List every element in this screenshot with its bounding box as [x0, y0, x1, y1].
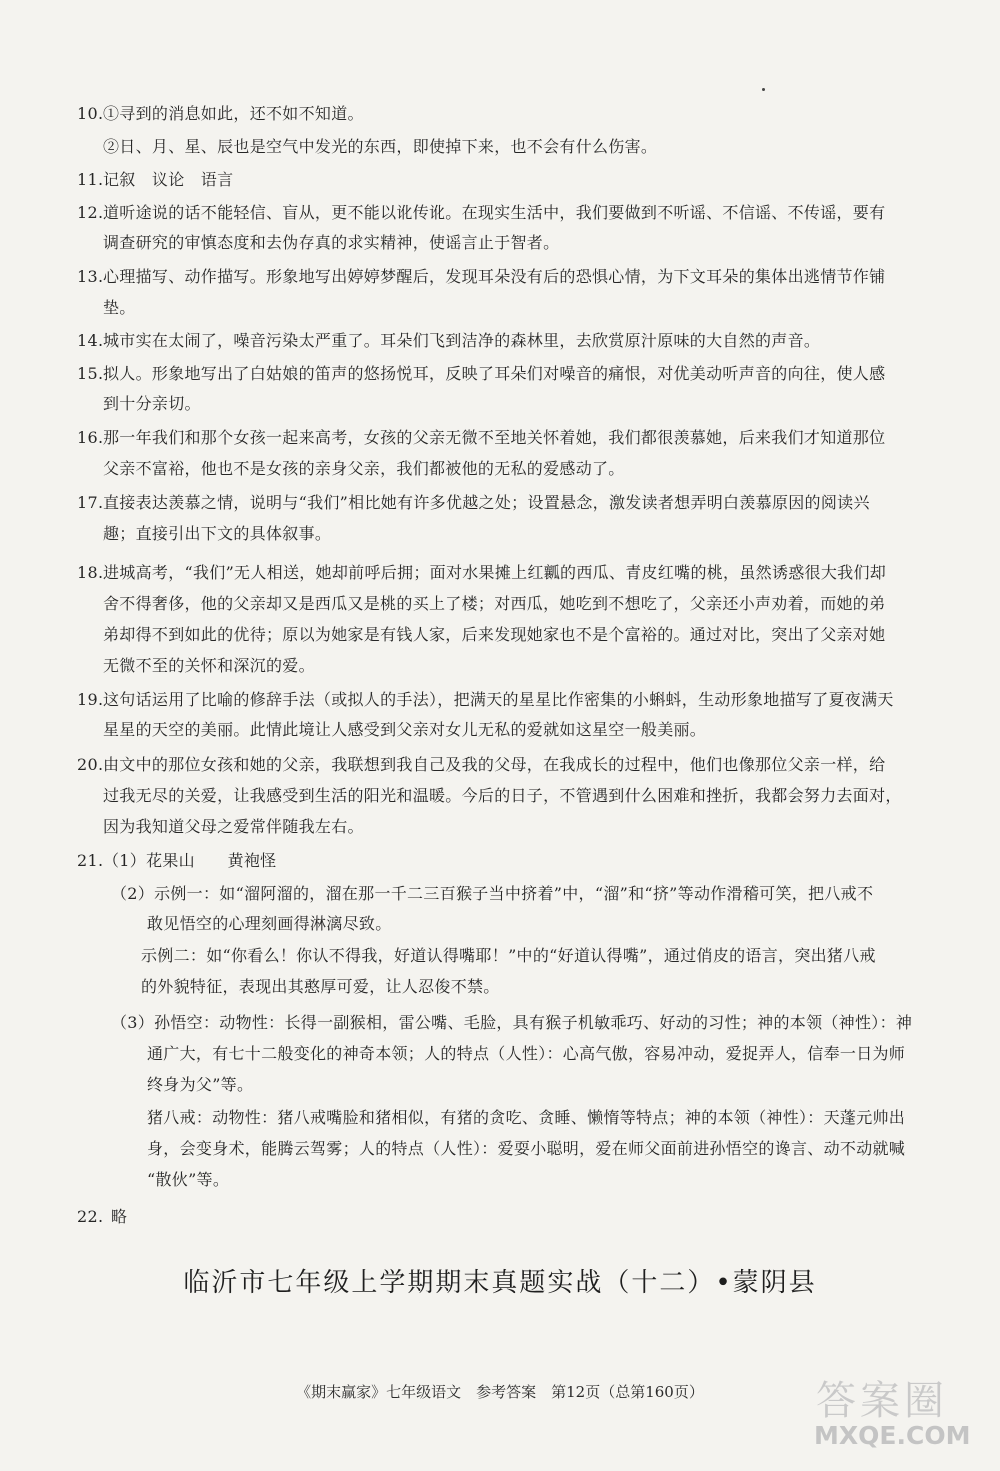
- item-text: 终身为父”等。: [147, 1075, 254, 1094]
- item-number: 10.: [77, 104, 104, 123]
- item-text: “散伙”等。: [147, 1170, 230, 1189]
- item-text: 那一年我们和那个女孩一起来高考，女孩的父亲无微不至地关怀着她，我们都很羡慕她，后来我们才知道那位: [103, 428, 886, 447]
- item-text: 父亲不富裕，他也不是女孩的亲身父亲，我们都被他的无私的爱感动了。: [103, 459, 625, 478]
- item-text: 拟人。形象地写出了白姑娘的笛声的悠扬悦耳，反映了耳朵们对噪音的痛恨，对优美动听声音的向往，使人感: [103, 364, 886, 383]
- item-text: 到十分亲切。: [103, 394, 201, 413]
- item-text: 示例二：如“你看么！你认不得我，好道认得嘴耶！”中的“好道认得嘴”，通过俏皮的语言，突出猪八戒: [141, 946, 876, 965]
- item-text: 因为我知道父母之爱常伴随我左右。: [103, 817, 364, 836]
- item-text: 过我无尽的关爱，让我感受到生活的阳光和温暖。今后的日子，不管遇到什么困难和挫折，我都会努力去面对，: [103, 786, 902, 805]
- item-text: 记叙 议论 语言: [103, 170, 234, 189]
- item-number: 17.: [77, 493, 104, 512]
- item-number: 20.: [77, 755, 104, 774]
- item-number: 14.: [77, 331, 104, 350]
- item-text: 略: [111, 1207, 128, 1226]
- item-text: 猪八戒：动物性：猪八戒嘴脸和猪相似，有猪的贪吃、贪睡、懒惰等特点；神的本领（神性）：天蓬元帅出: [147, 1108, 906, 1127]
- page-footer: 《期末赢家》七年级语文 参考答案 第12页（总第160页）: [296, 1383, 704, 1401]
- item-number: 13.: [77, 267, 104, 286]
- item-text: 道听途说的话不能轻信、盲从，更不能以讹传讹。在现实生活中，我们要做到不听谣、不信谣、不传谣，要有: [103, 203, 886, 222]
- item-text: （2）示例一：如“溜阿溜的，溜在那一千二三百猴子当中挤着”中，“溜”和“挤”等动作滑稽可笑，把八戒不: [111, 884, 874, 903]
- item-text: 身，会变身术，能腾云驾雾；人的特点（人性）：爱耍小聪明，爱在师父面前进孙悟空的谗言、动不动就喊: [147, 1139, 906, 1158]
- item-text: 敢见悟空的心理刻画得淋漓尽致。: [147, 914, 392, 933]
- section-title: 临沂市七年级上学期期末真题实战（十二）•蒙阴县: [183, 1268, 817, 1298]
- item-text: 通广大，有七十二般变化的神奇本领；人的特点（人性）：心高气傲，容易冲动，爱捉弄人，信奉一日为师: [147, 1044, 906, 1063]
- item-text: 垫。: [103, 298, 136, 317]
- item-text: 调查研究的审慎态度和去伪存真的求实精神，使谣言止于智者。: [103, 233, 560, 252]
- item-text: 城市实在太闹了，噪音污染太严重了。耳朵们飞到洁净的森林里，去欣赏原汁原味的大自然的声音。: [103, 331, 821, 350]
- item-number: 15.: [77, 364, 104, 383]
- item-number: 12.: [77, 203, 104, 222]
- watermark-logo: [808, 1369, 978, 1459]
- item-number: 19.: [77, 690, 104, 709]
- item-text: 星星的天空的美丽。此情此境让人感受到父亲对女儿无私的爱就如这星空一般美丽。: [103, 720, 707, 739]
- item-text: 直接表达羡慕之情，说明与“我们”相比她有许多优越之处；设置悬念，激发读者想弄明白羡慕原因的阅读兴: [103, 493, 870, 512]
- item-number: 11.: [77, 170, 104, 189]
- watermark-cn: 答案圈: [816, 1378, 948, 1424]
- item-number: 18.: [77, 563, 104, 582]
- item-text: 的外貌特征，表现出其憨厚可爱，让人忍俊不禁。: [141, 977, 500, 996]
- speck-mark: [762, 88, 765, 91]
- item-text: 弟却得不到如此的优待；原以为她家是有钱人家，后来发现她家也不是个富裕的。通过对比，突出了父亲对她: [103, 625, 886, 644]
- item-text: 进城高考，“我们”无人相送，她却前呼后拥；面对水果摊上红瓤的西瓜、青皮红嘴的桃，虽然诱惑很大我们却: [103, 563, 887, 582]
- item-text: （3）孙悟空：动物性：长得一副猴相，雷公嘴、毛脸，具有猴子机敏乖巧、好动的习性；神的本领（神性）：神: [111, 1013, 913, 1032]
- item-text: 心理描写、动作描写。形象地写出婷婷梦醒后，发现耳朵没有后的恐惧心情，为下文耳朵的集体出逃情节作铺: [103, 267, 886, 286]
- item-text: 趣；直接引出下文的具体叙事。: [103, 524, 332, 543]
- item-text: ②日、月、星、辰也是空气中发光的东西，即使掉下来，也不会有什么伤害。: [103, 137, 658, 156]
- item-number: 16.: [77, 428, 104, 447]
- item-number: 21.: [77, 851, 104, 870]
- item-text: 无微不至的关怀和深沉的爱。: [103, 656, 315, 675]
- item-text: 舍不得奢侈，他的父亲却又是西瓜又是桃的买上了楼；对西瓜，她吃到不想吃了，父亲还小声劝着，而她的弟: [103, 594, 886, 613]
- item-number: 22.: [77, 1207, 104, 1226]
- item-text: （1）花果山 黄袍怪: [103, 851, 277, 870]
- item-text: ①寻到的消息如此，还不如不知道。: [103, 104, 364, 123]
- item-text: 由文中的那位女孩和她的父亲，我联想到我自己及我的父母，在我成长的过程中，他们也像那位父亲一样，给: [103, 755, 886, 774]
- watermark-en: MXQE.COM: [814, 1421, 971, 1450]
- item-text: 这句话运用了比喻的修辞手法（或拟人的手法），把满天的星星比作密集的小蝌蚪，生动形象地描写了夏夜满天: [103, 690, 894, 709]
